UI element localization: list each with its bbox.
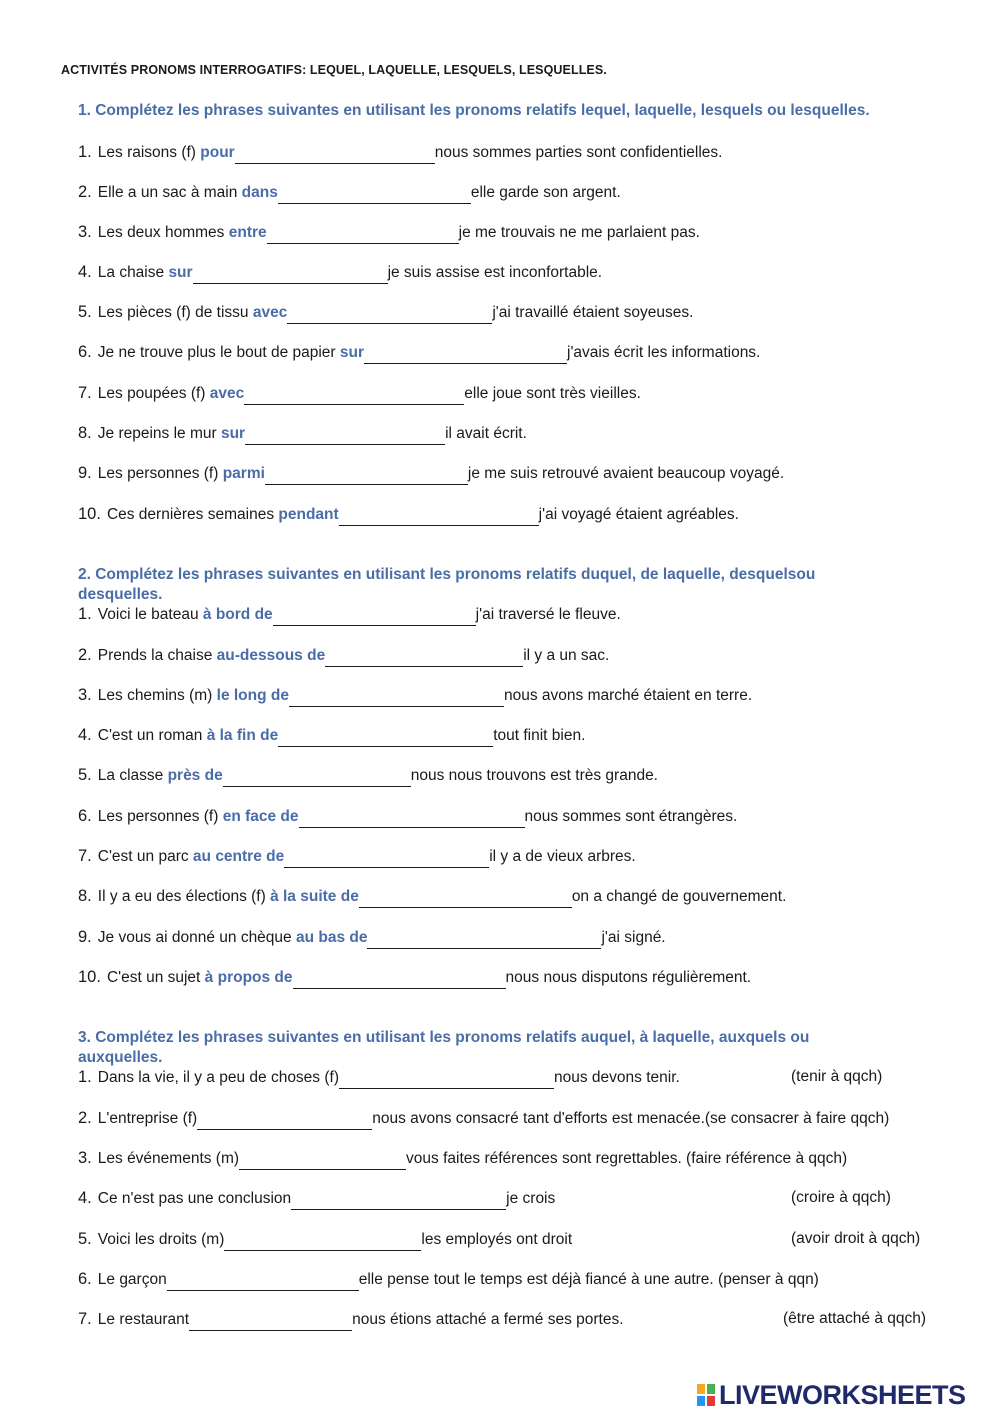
item-cue: près de bbox=[167, 767, 223, 784]
item-text-end: nous devons tenir. bbox=[554, 1069, 680, 1086]
answer-blank[interactable] bbox=[244, 386, 464, 405]
item-number: 9. bbox=[78, 928, 92, 946]
item-text: Les poupées (f) bbox=[97, 385, 210, 402]
s3-item-4 bbox=[78, 1187, 918, 1209]
item-text-end: je suis assise est inconfortable. bbox=[387, 264, 603, 281]
s3-item-3 bbox=[78, 1147, 847, 1169]
logo-text: LIVEWORKSHEETS bbox=[719, 1379, 966, 1410]
answer-blank[interactable] bbox=[291, 1191, 506, 1210]
item-text-end: elle garde son argent. bbox=[470, 184, 621, 201]
answer-blank[interactable] bbox=[278, 728, 493, 747]
item-text-end: elle pense tout le temps est déjà fiancé à une autre. (penser à qqn) bbox=[358, 1271, 819, 1288]
item-text-end: nous nous disputons régulièrement. bbox=[505, 969, 752, 986]
answer-blank[interactable] bbox=[367, 930, 601, 949]
item-text: Je vous ai donné un chèque bbox=[97, 929, 296, 946]
item-number: 4. bbox=[78, 1189, 92, 1207]
item-text: Prends la chaise bbox=[97, 647, 217, 664]
item-number: 10. bbox=[78, 968, 101, 986]
item-text: Voici les droits (m) bbox=[97, 1231, 225, 1248]
item-text-end: vous faites références sont regrettables. (faire référence à qqch) bbox=[406, 1150, 848, 1167]
item-text-end: j'ai traversé le fleuve. bbox=[475, 606, 621, 623]
s1-item-3 bbox=[78, 221, 700, 243]
item-hint: (croire à qqch) bbox=[791, 1189, 891, 1206]
item-cue: à la fin de bbox=[206, 727, 279, 744]
s1-item-1 bbox=[78, 141, 722, 163]
item-text: C'est un sujet bbox=[106, 969, 205, 986]
section-1-heading: 1. Complétez les phrases suivantes en utilisant les pronoms relatifs lequel, laquelle, lesquels ou lesquelles. bbox=[78, 102, 870, 119]
item-text-end: nous avons marché étaient en terre. bbox=[503, 687, 753, 704]
s3-item-5 bbox=[78, 1228, 938, 1250]
page-title: ACTIVITÉS PRONOMS INTERROGATIFS: LEQUEL, LAQUELLE, LESQUELS, LESQUELLES. bbox=[61, 63, 607, 77]
item-text: Le garçon bbox=[97, 1271, 167, 1288]
liveworksheets-logo bbox=[697, 1380, 966, 1410]
item-number: 8. bbox=[78, 424, 92, 442]
answer-blank[interactable] bbox=[239, 1151, 406, 1170]
item-number: 5. bbox=[78, 1230, 92, 1248]
s3-item-7 bbox=[78, 1308, 948, 1330]
item-text-end: nous étions attaché a fermé ses portes. bbox=[352, 1311, 624, 1328]
answer-blank[interactable] bbox=[299, 809, 525, 828]
item-text-end: je me suis retrouvé avaient beaucoup voyagé. bbox=[467, 465, 785, 482]
item-number: 6. bbox=[78, 1270, 92, 1288]
answer-blank[interactable] bbox=[325, 648, 523, 667]
item-number: 3. bbox=[78, 686, 92, 704]
liveworksheets-mark-icon bbox=[697, 1384, 715, 1406]
answer-blank[interactable] bbox=[267, 225, 459, 244]
item-text-end: je me trouvais ne me parlaient pas. bbox=[458, 224, 700, 241]
item-cue: en face de bbox=[222, 808, 299, 825]
item-cue: au-dessous de bbox=[216, 647, 326, 664]
item-text: Les raisons (f) bbox=[97, 144, 201, 161]
item-cue: parmi bbox=[222, 465, 265, 482]
item-text: La classe bbox=[97, 767, 168, 784]
item-text-end: j'ai travaillé étaient soyeuses. bbox=[492, 304, 694, 321]
item-text-end: je crois bbox=[506, 1190, 556, 1207]
s1-item-8 bbox=[78, 422, 527, 444]
item-text: Les deux hommes bbox=[97, 224, 229, 241]
item-text-end: nous avons consacré tant d'efforts est menacée.(se consacrer à faire qqch) bbox=[372, 1110, 890, 1127]
item-text-end: il y a un sac. bbox=[523, 647, 610, 664]
item-cue: avec bbox=[209, 385, 245, 402]
item-cue: au bas de bbox=[295, 929, 368, 946]
item-text: Je ne trouve plus le bout de papier bbox=[97, 344, 340, 361]
answer-blank[interactable] bbox=[167, 1272, 359, 1291]
item-number: 1. bbox=[78, 1068, 92, 1086]
item-text-end: nous sommes parties sont confidentielles. bbox=[434, 144, 723, 161]
item-number: 10. bbox=[78, 505, 101, 523]
item-text: Elle a un sac à main bbox=[97, 184, 242, 201]
section-3-heading: 3. Complétez les phrases suivantes en utilisant les pronoms relatifs auquel, à laquelle, auxquels ou auxquelles. bbox=[78, 1029, 810, 1066]
item-text-end: elle joue sont très vieilles. bbox=[464, 385, 641, 402]
item-text-end: il avait écrit. bbox=[445, 425, 527, 442]
answer-blank[interactable] bbox=[339, 1070, 554, 1089]
item-text: Ce n'est pas une conclusion bbox=[97, 1190, 292, 1207]
item-text: La chaise bbox=[97, 264, 169, 281]
answer-blank[interactable] bbox=[189, 1312, 352, 1331]
item-cue: à bord de bbox=[202, 606, 273, 623]
item-number: 6. bbox=[78, 807, 92, 825]
answer-blank[interactable] bbox=[293, 970, 506, 989]
s2-item-4 bbox=[78, 724, 585, 746]
item-text: Les personnes (f) bbox=[97, 465, 223, 482]
item-cue: dans bbox=[241, 184, 278, 201]
answer-blank[interactable] bbox=[339, 507, 539, 526]
item-number: 3. bbox=[78, 223, 92, 241]
item-text: L'entreprise (f) bbox=[97, 1110, 198, 1127]
item-text: Les pièces (f) de tissu bbox=[97, 304, 253, 321]
item-text: Ces dernières semaines bbox=[106, 506, 279, 523]
item-number: 5. bbox=[78, 766, 92, 784]
answer-blank[interactable] bbox=[284, 849, 489, 868]
item-cue: pendant bbox=[278, 506, 339, 523]
item-text: Les chemins (m) bbox=[97, 687, 217, 704]
item-cue: pour bbox=[200, 144, 235, 161]
item-text-end: j'avais écrit les informations. bbox=[567, 344, 761, 361]
answer-blank[interactable] bbox=[359, 889, 572, 908]
item-number: 7. bbox=[78, 1310, 92, 1328]
item-number: 5. bbox=[78, 303, 92, 321]
answer-blank[interactable] bbox=[265, 466, 468, 485]
answer-blank[interactable] bbox=[197, 1111, 372, 1130]
answer-blank[interactable] bbox=[235, 145, 435, 164]
item-cue: le long de bbox=[216, 687, 289, 704]
item-cue: sur bbox=[339, 344, 365, 361]
s2-item-7 bbox=[78, 845, 636, 867]
item-text: Le restaurant bbox=[97, 1311, 190, 1328]
answer-blank[interactable] bbox=[245, 426, 445, 445]
item-text: Voici le bateau bbox=[97, 606, 203, 623]
s1-item-4 bbox=[78, 261, 602, 283]
s1-item-7 bbox=[78, 382, 641, 404]
item-text-end: nous nous trouvons est très grande. bbox=[410, 767, 658, 784]
item-cue: avec bbox=[252, 304, 288, 321]
item-cue: sur bbox=[168, 264, 193, 281]
item-number: 2. bbox=[78, 1109, 92, 1127]
item-text: C'est un roman bbox=[97, 727, 207, 744]
item-number: 4. bbox=[78, 726, 92, 744]
s2-item-3 bbox=[78, 684, 752, 706]
item-number: 2. bbox=[78, 183, 92, 201]
item-text: Il y a eu des élections (f) bbox=[97, 888, 271, 905]
item-number: 9. bbox=[78, 464, 92, 482]
s2-item-8 bbox=[78, 885, 786, 907]
item-cue: au centre de bbox=[192, 848, 285, 865]
s2-item-6 bbox=[78, 805, 737, 827]
answer-blank[interactable] bbox=[193, 265, 388, 284]
item-hint: (avoir droit à qqch) bbox=[791, 1230, 921, 1247]
answer-blank[interactable] bbox=[287, 305, 492, 324]
item-text: Les personnes (f) bbox=[97, 808, 223, 825]
item-number: 7. bbox=[78, 384, 92, 402]
item-text: Les événements (m) bbox=[97, 1150, 240, 1167]
s3-item-2 bbox=[78, 1107, 889, 1129]
item-number: 2. bbox=[78, 646, 92, 664]
answer-blank[interactable] bbox=[273, 607, 476, 626]
s3-item-6 bbox=[78, 1268, 819, 1290]
s1-item-6 bbox=[78, 341, 760, 363]
item-cue: à la suite de bbox=[270, 888, 359, 905]
s2-item-2 bbox=[78, 644, 609, 666]
item-text-end: nous sommes sont étrangères. bbox=[524, 808, 738, 825]
item-text-end: les employés ont droit bbox=[421, 1231, 573, 1248]
s3-item-1 bbox=[78, 1066, 918, 1088]
item-text: C'est un parc bbox=[97, 848, 193, 865]
item-text-end: j'ai voyagé étaient agréables. bbox=[538, 506, 739, 523]
answer-blank[interactable] bbox=[224, 1232, 421, 1251]
s1-item-5 bbox=[78, 301, 693, 323]
answer-blank[interactable] bbox=[278, 185, 471, 204]
s1-item-9 bbox=[78, 462, 784, 484]
item-number: 1. bbox=[78, 605, 92, 623]
item-cue: sur bbox=[220, 425, 246, 442]
item-number: 1. bbox=[78, 143, 92, 161]
answer-blank[interactable] bbox=[364, 345, 567, 364]
item-number: 3. bbox=[78, 1149, 92, 1167]
item-number: 8. bbox=[78, 887, 92, 905]
section-2-heading: 2. Complétez les phrases suivantes en utilisant les pronoms relatifs duquel, de laquelle, desquelsou desquelles. bbox=[78, 566, 816, 603]
item-cue: entre bbox=[228, 224, 267, 241]
s1-item-2 bbox=[78, 181, 621, 203]
item-text-end: on a changé de gouvernement. bbox=[571, 888, 787, 905]
s2-item-1 bbox=[78, 603, 621, 625]
item-number: 4. bbox=[78, 263, 92, 281]
item-text-end: tout finit bien. bbox=[493, 727, 586, 744]
s2-item-5 bbox=[78, 764, 658, 786]
answer-blank[interactable] bbox=[223, 768, 411, 787]
item-text: Je repeins le mur bbox=[97, 425, 221, 442]
item-text-end: j'ai signé. bbox=[601, 929, 666, 946]
item-text: Dans la vie, il y a peu de choses (f) bbox=[97, 1069, 339, 1086]
answer-blank[interactable] bbox=[289, 688, 504, 707]
item-cue: à propos de bbox=[204, 969, 293, 986]
s2-item-10 bbox=[78, 966, 751, 988]
s1-item-10 bbox=[78, 503, 739, 525]
item-text-end: il y a de vieux arbres. bbox=[489, 848, 636, 865]
item-number: 6. bbox=[78, 343, 92, 361]
item-hint: (tenir à qqch) bbox=[791, 1068, 883, 1085]
item-hint: (être attaché à qqch) bbox=[783, 1310, 927, 1327]
item-number: 7. bbox=[78, 847, 92, 865]
s2-item-9 bbox=[78, 926, 666, 948]
